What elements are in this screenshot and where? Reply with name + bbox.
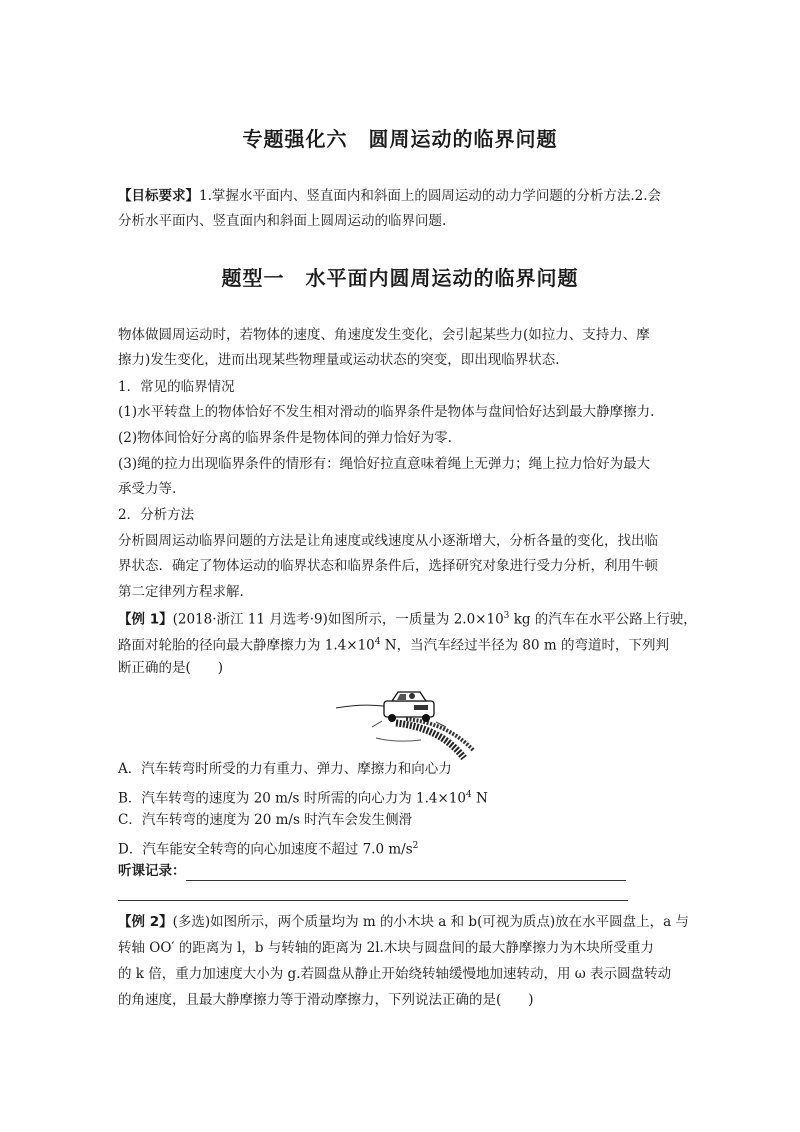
example1-label: 【例 1】 xyxy=(118,611,173,628)
page-title: 专题强化六 圆周运动的临界问题 xyxy=(242,127,558,151)
part1-item-3a: (3)绳的拉力出现临界条件的情形有：绳恰好拉直意味着绳上无弹力；绳上拉力恰好为最大 xyxy=(118,456,651,472)
notes-line xyxy=(118,861,688,881)
option-b: B．汽车转弯的速度为 20 m/s 时所需的向心力为 $1.4\times 10^4$ N xyxy=(118,790,488,807)
option-d: D．汽车能安全转弯的向心加速度不超过 7.0 $m/s^2$ xyxy=(118,841,419,858)
goal-line-2: 分析水平面内、竖直面内和斜面上圆周运动的临界问题. xyxy=(118,213,447,229)
example2-line-1: 【例 2】(多选)如图所示，两个质量均为 m 的小木块 a 和 b(可视为质点)放在水平圆盘上，a 与 xyxy=(118,914,689,930)
car-turning-illustration xyxy=(336,683,476,763)
part1-item-1: (1)水平转盘上的物体恰好不发生相对滑动的临界条件是物体与盘间恰好达到最大静摩擦力. xyxy=(118,404,655,420)
example1-line-1: 【例 1】(2018·浙江 11 月选考·9)如图所示，一质量为 $2.0\times 10^3$ kg 的汽车在水平公路上行驶， xyxy=(118,611,697,628)
option-c: C．汽车转弯的速度为 20 m/s 时汽车会发生侧滑 xyxy=(118,812,413,828)
example2-line-2: 转轴 OO′ 的距离为 l，b 与转轴的距离为 2l.木块与圆盘间的最大静摩擦力为木块所受重力 xyxy=(118,940,654,956)
part1-item-2: (2)物体间恰好分离的临界条件是物体间的弹力恰好为零. xyxy=(118,430,452,446)
intro-line-2: 擦力)发生变化，进而出现某些物理量或运动状态的突变，即出现临界状态. xyxy=(118,352,560,368)
example1-line-2: 路面对轮胎的径向最大静摩擦力为 $1.4\times 10^4$ N，当汽车经过半径为 80 m 的弯道时，下列判 xyxy=(118,637,669,654)
notes-rule xyxy=(118,900,628,901)
goal-label: 【目标要求】 xyxy=(118,188,199,204)
intro-line-1: 物体做圆周运动时，若物体的速度、角速度发生变化，会引起某些力(如拉力、支持力、摩 xyxy=(118,327,650,343)
example2-label: 【例 2】 xyxy=(118,914,173,930)
part2-line-3: 第二定律列方程求解. xyxy=(118,584,244,600)
option-a: A．汽车转弯时所受的力有重力、弹力、摩擦力和向心力 xyxy=(118,761,452,777)
example2-line-4: 的角速度，且最大静摩擦力等于滑动摩擦力，下列说法正确的是( ) xyxy=(118,992,534,1008)
notes-underline xyxy=(186,866,626,881)
part2-heading: 2．分析方法 xyxy=(118,507,195,523)
part1-heading: 1．常见的临界情况 xyxy=(118,379,235,395)
goal-line-1: 【目标要求】1.掌握水平面内、竖直面内和斜面上的圆周运动的动力学问题的分析方法.2.会 xyxy=(118,188,662,204)
example1-line-3: 断正确的是( ) xyxy=(118,660,224,676)
section-title: 题型一 水平面内圆周运动的临界问题 xyxy=(221,266,579,290)
part2-line-2: 界状态．确定了物体运动的临界状态和临界条件后，选择研究对象进行受力分析，利用牛顿 xyxy=(118,558,658,574)
part2-line-1: 分析圆周运动临界问题的方法是让角速度或线速度从小逐渐增大，分析各量的变化，找出临 xyxy=(118,533,658,549)
part1-item-3b: 承受力等. xyxy=(118,481,177,497)
notes-label: 听课记录： xyxy=(118,863,186,879)
example2-line-3: 的 k 倍，重力加速度大小为 g.若圆盘从静止开始绕转轴缓慢地加速转动，用 ω 表示圆盘转动 xyxy=(118,966,672,982)
